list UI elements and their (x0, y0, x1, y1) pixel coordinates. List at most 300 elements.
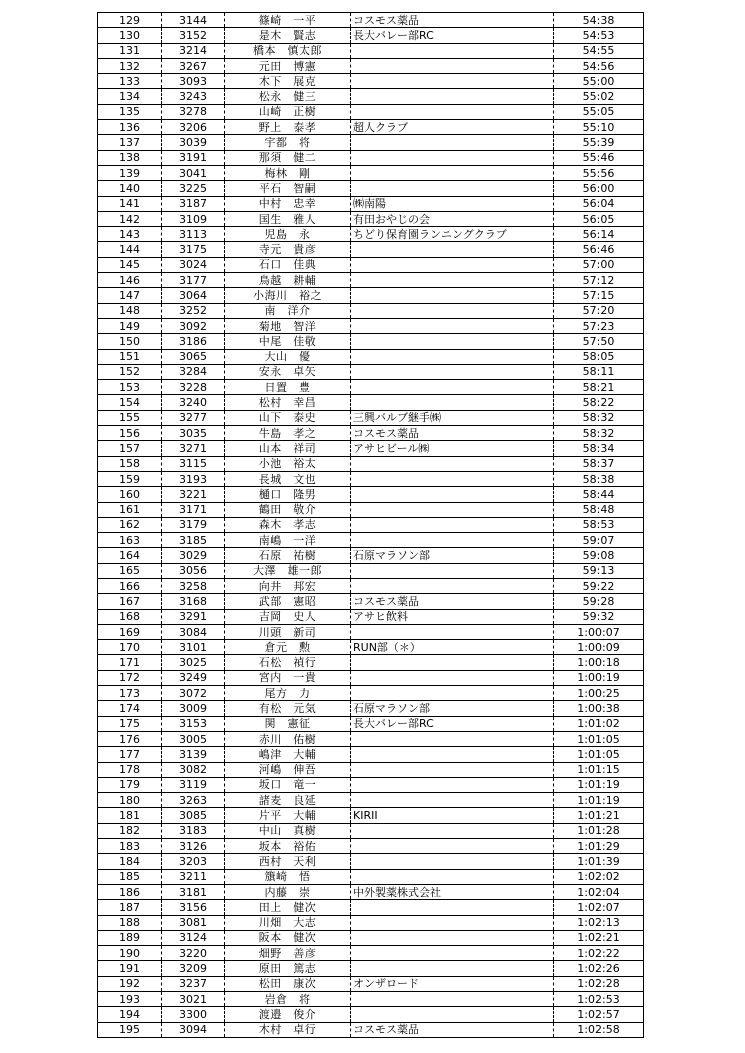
club-cell: 中外製薬株式会社 (351, 884, 554, 899)
bib-number-cell: 3021 (162, 992, 225, 1007)
bib-number-cell: 3186 (162, 334, 225, 349)
finish-time-cell: 1:02:28 (554, 976, 644, 991)
table-row (98, 364, 644, 379)
runner-name-cell: 坂本 裕佑 (225, 839, 351, 854)
table-row (98, 196, 644, 211)
runner-name-cell: 宇都 将 (225, 135, 351, 150)
runner-name-cell: 児島 永 (225, 227, 351, 242)
finish-time-cell: 55:05 (554, 104, 644, 119)
table-row (98, 578, 644, 593)
table-row (98, 793, 644, 808)
club-cell (351, 533, 554, 548)
table-row (98, 426, 644, 441)
bib-number-cell: 3193 (162, 471, 225, 486)
finish-time-cell: 1:00:38 (554, 701, 644, 716)
runner-name-cell: 山本 祥司 (225, 441, 351, 456)
club-cell (351, 104, 554, 119)
table-row (98, 946, 644, 961)
runner-name-cell: 是木 賢志 (225, 28, 351, 43)
finish-time-cell: 59:08 (554, 548, 644, 563)
table-row (98, 900, 644, 915)
bib-number-cell: 3291 (162, 609, 225, 624)
club-cell: ㈱南陽 (351, 196, 554, 211)
table-row (98, 165, 644, 180)
runner-name-cell: 森木 孝志 (225, 517, 351, 532)
finish-time-cell: 56:14 (554, 227, 644, 242)
rank-cell: 155 (98, 410, 162, 425)
club-cell: アサヒビール㈱ (351, 441, 554, 456)
runner-name-cell: 向井 邦宏 (225, 578, 351, 593)
table-row (98, 318, 644, 333)
table-row (98, 487, 644, 502)
runner-name-cell: 阪本 健次 (225, 930, 351, 945)
club-cell (351, 655, 554, 670)
club-cell: 石原マラソン部 (351, 548, 554, 563)
rank-cell: 161 (98, 502, 162, 517)
rank-cell: 175 (98, 716, 162, 731)
bib-number-cell: 3041 (162, 165, 225, 180)
finish-time-cell: 57:50 (554, 334, 644, 349)
finish-time-cell: 1:00:07 (554, 624, 644, 639)
club-cell (351, 992, 554, 1007)
finish-time-cell: 58:05 (554, 349, 644, 364)
bib-number-cell: 3177 (162, 273, 225, 288)
finish-time-cell: 1:01:28 (554, 823, 644, 838)
runner-name-cell: 松村 幸昌 (225, 395, 351, 410)
club-cell (351, 777, 554, 792)
rank-cell: 170 (98, 640, 162, 655)
bib-number-cell: 3094 (162, 1022, 225, 1037)
bib-number-cell: 3221 (162, 487, 225, 502)
club-cell (351, 181, 554, 196)
bib-number-cell: 3271 (162, 441, 225, 456)
runner-name-cell: 野上 泰孝 (225, 120, 351, 135)
finish-time-cell: 59:28 (554, 594, 644, 609)
bib-number-cell: 3267 (162, 58, 225, 73)
runner-name-cell: 樋口 隆男 (225, 487, 351, 502)
bib-number-cell: 3179 (162, 517, 225, 532)
table-row (98, 731, 644, 746)
club-cell (351, 915, 554, 930)
club-cell (351, 747, 554, 762)
finish-time-cell: 1:00:19 (554, 670, 644, 685)
runner-name-cell: 赤川 佑樹 (225, 731, 351, 746)
runner-name-cell: 坂口 竜一 (225, 777, 351, 792)
table-row (98, 808, 644, 823)
bib-number-cell: 3209 (162, 961, 225, 976)
bib-number-cell: 3064 (162, 288, 225, 303)
rank-cell: 195 (98, 1022, 162, 1037)
runner-name-cell: 河嶋 伸吾 (225, 762, 351, 777)
club-cell: オンザロード (351, 976, 554, 991)
bib-number-cell: 3185 (162, 533, 225, 548)
runner-name-cell: 木下 展克 (225, 74, 351, 89)
finish-time-cell: 55:46 (554, 150, 644, 165)
bib-number-cell: 3278 (162, 104, 225, 119)
runner-name-cell: 川畑 大志 (225, 915, 351, 930)
rank-cell: 192 (98, 976, 162, 991)
table-row (98, 13, 644, 28)
runner-name-cell: 宮内 一貴 (225, 670, 351, 685)
rank-cell: 143 (98, 227, 162, 242)
table-row (98, 1007, 644, 1022)
rank-cell: 139 (98, 165, 162, 180)
runner-name-cell: 関 憲征 (225, 716, 351, 731)
bib-number-cell: 3029 (162, 548, 225, 563)
finish-time-cell: 58:44 (554, 487, 644, 502)
runner-name-cell: 那須 健二 (225, 150, 351, 165)
finish-time-cell: 1:01:19 (554, 777, 644, 792)
runner-name-cell: 長城 文也 (225, 471, 351, 486)
club-cell (351, 58, 554, 73)
bib-number-cell: 3187 (162, 196, 225, 211)
club-cell (351, 731, 554, 746)
rank-cell: 156 (98, 426, 162, 441)
rank-cell: 173 (98, 686, 162, 701)
table-row (98, 854, 644, 869)
table-row (98, 257, 644, 272)
runner-name-cell: 小池 裕太 (225, 456, 351, 471)
club-cell (351, 946, 554, 961)
finish-time-cell: 1:02:04 (554, 884, 644, 899)
runner-name-cell: 嶋津 大輔 (225, 747, 351, 762)
rank-cell: 129 (98, 13, 162, 28)
rank-cell: 140 (98, 181, 162, 196)
table-row (98, 777, 644, 792)
finish-time-cell: 58:53 (554, 517, 644, 532)
rank-cell: 145 (98, 257, 162, 272)
finish-time-cell: 1:01:39 (554, 854, 644, 869)
club-cell (351, 349, 554, 364)
finish-time-cell: 1:02:13 (554, 915, 644, 930)
club-cell: コスモス薬品 (351, 426, 554, 441)
bib-number-cell: 3126 (162, 839, 225, 854)
finish-time-cell: 55:02 (554, 89, 644, 104)
table-row (98, 670, 644, 685)
rank-cell: 137 (98, 135, 162, 150)
rank-cell: 152 (98, 364, 162, 379)
runner-name-cell: 篠崎 一平 (225, 13, 351, 28)
bib-number-cell: 3124 (162, 930, 225, 945)
rank-cell: 135 (98, 104, 162, 119)
runner-name-cell: 中村 忠幸 (225, 196, 351, 211)
finish-time-cell: 56:04 (554, 196, 644, 211)
finish-time-cell: 58:38 (554, 471, 644, 486)
bib-number-cell: 3220 (162, 946, 225, 961)
club-cell (351, 686, 554, 701)
bib-number-cell: 3025 (162, 655, 225, 670)
club-cell (351, 930, 554, 945)
club-cell (351, 839, 554, 854)
finish-time-cell: 1:01:05 (554, 731, 644, 746)
club-cell (351, 380, 554, 395)
rank-cell: 159 (98, 471, 162, 486)
runner-name-cell: 鶴田 敬介 (225, 502, 351, 517)
results-table (97, 12, 644, 1038)
runner-name-cell: 尾方 力 (225, 686, 351, 701)
runner-name-cell: 菊地 智洋 (225, 318, 351, 333)
finish-time-cell: 1:00:18 (554, 655, 644, 670)
finish-time-cell: 1:00:25 (554, 686, 644, 701)
finish-time-cell: 55:00 (554, 74, 644, 89)
bib-number-cell: 3144 (162, 13, 225, 28)
table-row (98, 120, 644, 135)
rank-cell: 188 (98, 915, 162, 930)
bib-number-cell: 3009 (162, 701, 225, 716)
rank-cell: 130 (98, 28, 162, 43)
table-row (98, 227, 644, 242)
runner-name-cell: 牛島 孝之 (225, 426, 351, 441)
bib-number-cell: 3085 (162, 808, 225, 823)
table-row (98, 395, 644, 410)
bib-number-cell: 3082 (162, 762, 225, 777)
club-cell: コスモス薬品 (351, 1022, 554, 1037)
table-row (98, 930, 644, 945)
club-cell (351, 517, 554, 532)
finish-time-cell: 1:00:09 (554, 640, 644, 655)
runner-name-cell: 原田 篤志 (225, 961, 351, 976)
bib-number-cell: 3081 (162, 915, 225, 930)
bib-number-cell: 3092 (162, 318, 225, 333)
club-cell (351, 257, 554, 272)
club-cell (351, 670, 554, 685)
finish-time-cell: 57:23 (554, 318, 644, 333)
table-row (98, 273, 644, 288)
runner-name-cell: 大山 優 (225, 349, 351, 364)
club-cell (351, 471, 554, 486)
bib-number-cell: 3084 (162, 624, 225, 639)
club-cell (351, 563, 554, 578)
runner-name-cell: 国生 雅人 (225, 211, 351, 226)
finish-time-cell: 54:56 (554, 58, 644, 73)
club-cell: 超人クラブ (351, 120, 554, 135)
rank-cell: 131 (98, 43, 162, 58)
club-cell (351, 318, 554, 333)
bib-number-cell: 3206 (162, 120, 225, 135)
bib-number-cell: 3203 (162, 854, 225, 869)
finish-time-cell: 1:02:07 (554, 900, 644, 915)
runner-name-cell: 日置 豊 (225, 380, 351, 395)
table-row (98, 211, 644, 226)
rank-cell: 165 (98, 563, 162, 578)
club-cell (351, 1007, 554, 1022)
club-cell: 長大バレー部RC (351, 28, 554, 43)
runner-name-cell: 梅林 剛 (225, 165, 351, 180)
finish-time-cell: 56:05 (554, 211, 644, 226)
rank-cell: 190 (98, 946, 162, 961)
rank-cell: 186 (98, 884, 162, 899)
table-row (98, 747, 644, 762)
runner-name-cell: 岩倉 将 (225, 992, 351, 1007)
rank-cell: 164 (98, 548, 162, 563)
finish-time-cell: 58:34 (554, 441, 644, 456)
bib-number-cell: 3113 (162, 227, 225, 242)
finish-time-cell: 1:01:29 (554, 839, 644, 854)
rank-cell: 185 (98, 869, 162, 884)
bib-number-cell: 3065 (162, 349, 225, 364)
finish-time-cell: 58:48 (554, 502, 644, 517)
finish-time-cell: 57:20 (554, 303, 644, 318)
bib-number-cell: 3183 (162, 823, 225, 838)
runner-name-cell: 橋本 慎太郎 (225, 43, 351, 58)
rank-cell: 172 (98, 670, 162, 685)
club-cell (351, 624, 554, 639)
rank-cell: 150 (98, 334, 162, 349)
rank-cell: 163 (98, 533, 162, 548)
bib-number-cell: 3153 (162, 716, 225, 731)
runner-name-cell: 石松 禎行 (225, 655, 351, 670)
table-row (98, 884, 644, 899)
table-row (98, 410, 644, 425)
bib-number-cell: 3072 (162, 686, 225, 701)
bib-number-cell: 3243 (162, 89, 225, 104)
club-cell: 石原マラソン部 (351, 701, 554, 716)
bib-number-cell: 3191 (162, 150, 225, 165)
rank-cell: 167 (98, 594, 162, 609)
table-row (98, 915, 644, 930)
finish-time-cell: 1:02:57 (554, 1007, 644, 1022)
finish-time-cell: 54:38 (554, 13, 644, 28)
bib-number-cell: 3119 (162, 777, 225, 792)
bib-number-cell: 3228 (162, 380, 225, 395)
finish-time-cell: 57:12 (554, 273, 644, 288)
table-row (98, 441, 644, 456)
rank-cell: 182 (98, 823, 162, 838)
rank-cell: 169 (98, 624, 162, 639)
table-row (98, 548, 644, 563)
rank-cell: 181 (98, 808, 162, 823)
table-row (98, 334, 644, 349)
club-cell (351, 762, 554, 777)
bib-number-cell: 3175 (162, 242, 225, 257)
club-cell (351, 854, 554, 869)
rank-cell: 158 (98, 456, 162, 471)
club-cell (351, 43, 554, 58)
table-row (98, 686, 644, 701)
table-row (98, 303, 644, 318)
runner-name-cell: 畑野 善彦 (225, 946, 351, 961)
rank-cell: 176 (98, 731, 162, 746)
table-row (98, 640, 644, 655)
runner-name-cell: 安永 卓矢 (225, 364, 351, 379)
rank-cell: 148 (98, 303, 162, 318)
runner-name-cell: 吉岡 史人 (225, 609, 351, 624)
bib-number-cell: 3284 (162, 364, 225, 379)
rank-cell: 160 (98, 487, 162, 502)
finish-time-cell: 55:10 (554, 120, 644, 135)
finish-time-cell: 1:01:05 (554, 747, 644, 762)
rank-cell: 153 (98, 380, 162, 395)
table-row (98, 839, 644, 854)
bib-number-cell: 3171 (162, 502, 225, 517)
rank-cell: 138 (98, 150, 162, 165)
finish-time-cell: 1:02:53 (554, 992, 644, 1007)
rank-cell: 162 (98, 517, 162, 532)
club-cell (351, 165, 554, 180)
finish-time-cell: 1:02:21 (554, 930, 644, 945)
club-cell (351, 89, 554, 104)
finish-time-cell: 1:01:15 (554, 762, 644, 777)
rank-cell: 132 (98, 58, 162, 73)
runner-name-cell: 大澤 雄一郎 (225, 563, 351, 578)
rank-cell: 183 (98, 839, 162, 854)
finish-time-cell: 1:02:22 (554, 946, 644, 961)
rank-cell: 134 (98, 89, 162, 104)
rank-cell: 174 (98, 701, 162, 716)
table-row (98, 456, 644, 471)
runner-name-cell: 南嶋 一洋 (225, 533, 351, 548)
club-cell (351, 135, 554, 150)
club-cell: RUN部（＊） (351, 640, 554, 655)
rank-cell: 133 (98, 74, 162, 89)
rank-cell: 136 (98, 120, 162, 135)
runner-name-cell: 内藤 崇 (225, 884, 351, 899)
club-cell (351, 578, 554, 593)
rank-cell: 146 (98, 273, 162, 288)
finish-time-cell: 58:21 (554, 380, 644, 395)
rank-cell: 141 (98, 196, 162, 211)
finish-time-cell: 1:01:21 (554, 808, 644, 823)
finish-time-cell: 59:22 (554, 578, 644, 593)
club-cell (351, 487, 554, 502)
runner-name-cell: 寺元 貴彦 (225, 242, 351, 257)
rank-cell: 171 (98, 655, 162, 670)
finish-time-cell: 1:01:02 (554, 716, 644, 731)
table-row (98, 533, 644, 548)
runner-name-cell: 中尾 佳敬 (225, 334, 351, 349)
bib-number-cell: 3139 (162, 747, 225, 762)
bib-number-cell: 3024 (162, 257, 225, 272)
rank-cell: 157 (98, 441, 162, 456)
club-cell: 三興バルブ継手㈱ (351, 410, 554, 425)
club-cell (351, 395, 554, 410)
table-row (98, 517, 644, 532)
runner-name-cell: 倉元 勲 (225, 640, 351, 655)
finish-time-cell: 59:13 (554, 563, 644, 578)
club-cell (351, 502, 554, 517)
finish-time-cell: 57:00 (554, 257, 644, 272)
table-row (98, 150, 644, 165)
bib-number-cell: 3211 (162, 869, 225, 884)
rank-cell: 184 (98, 854, 162, 869)
table-row (98, 74, 644, 89)
runner-name-cell: 松永 健三 (225, 89, 351, 104)
table-row (98, 701, 644, 716)
table-row (98, 181, 644, 196)
finish-time-cell: 55:39 (554, 135, 644, 150)
table-row (98, 716, 644, 731)
finish-time-cell: 58:37 (554, 456, 644, 471)
club-cell: アサヒ飲料 (351, 609, 554, 624)
bib-number-cell: 3240 (162, 395, 225, 410)
runner-name-cell: 石原 祐樹 (225, 548, 351, 563)
finish-time-cell: 58:32 (554, 410, 644, 425)
runner-name-cell: 石口 佳典 (225, 257, 351, 272)
club-cell (351, 793, 554, 808)
club-cell: 長大バレー部RC (351, 716, 554, 731)
bib-number-cell: 3152 (162, 28, 225, 43)
table-row (98, 43, 644, 58)
bib-number-cell: 3093 (162, 74, 225, 89)
club-cell (351, 150, 554, 165)
runner-name-cell: 諸麦 良延 (225, 793, 351, 808)
finish-time-cell: 55:56 (554, 165, 644, 180)
bib-number-cell: 3277 (162, 410, 225, 425)
runner-name-cell: 中山 真樹 (225, 823, 351, 838)
rank-cell: 180 (98, 793, 162, 808)
finish-time-cell: 59:32 (554, 609, 644, 624)
rank-cell: 178 (98, 762, 162, 777)
